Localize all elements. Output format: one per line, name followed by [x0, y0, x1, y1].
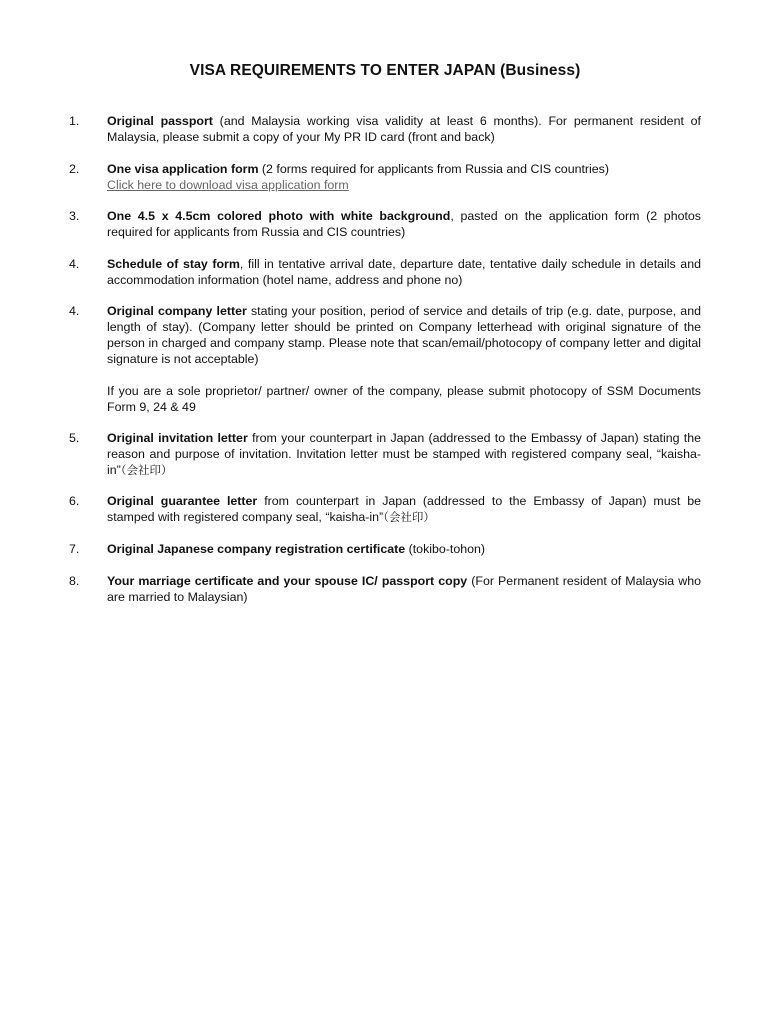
item-heading: Your marriage certificate and your spouse IC/ passport copy — [107, 574, 468, 588]
item-body — [107, 541, 701, 557]
item-heading: Original Japanese company registration certificate — [107, 542, 406, 556]
item-text: , fill in tentative arrival date, departure date, tentative daily schedule in details and accommodation information (hotel name, address and phone no) — [107, 257, 701, 287]
item-number: 3. — [69, 209, 80, 223]
item-number: 5. — [69, 431, 80, 445]
item-text: stating your position, period of service and details of trip (e.g. date, purpose, and length of stay). (Company letter should be printed on Company letterhead with original signature of the person in charged and company stamp. Please note that scan/email/photocopy of company letter and digital signature is not acceptable) — [107, 304, 701, 366]
item-text: (and Malaysia working visa validity at least 6 months). For permanent resident of Malaysia, please submit a copy of your My PR ID card (front and back) — [107, 114, 701, 144]
item-number: 4. — [69, 257, 80, 271]
item-body — [107, 573, 701, 605]
item-number: 7. — [69, 542, 80, 556]
item-heading: Original guarantee letter — [107, 494, 258, 508]
item-heading: One 4.5 x 4.5cm colored photo with white background — [107, 209, 451, 223]
item-heading: Original passport — [107, 114, 213, 128]
item-body — [107, 303, 701, 415]
item-number: 6. — [69, 494, 80, 508]
item-text: from your counterpart in Japan (addressed to the Embassy of Japan) stating the reason and purpose of invitation. Invitation letter must be stamped with registered company seal, “kaisha-in” — [107, 431, 701, 477]
item-body — [107, 208, 701, 240]
download-form-link[interactable]: Click here to download visa application form — [107, 178, 349, 192]
item-heading: Schedule of stay form — [107, 257, 240, 271]
item-body — [107, 493, 701, 525]
item-text: , pasted on the application form (2 photos required for applicants from Russia and CIS countries) — [107, 209, 702, 239]
item-body — [107, 113, 701, 145]
item-text: (2 forms required for applicants from Russia and CIS countries) — [258, 162, 610, 176]
item-heading: Original company letter — [107, 304, 247, 318]
item-number: 8. — [69, 574, 80, 588]
item-text: (For Permanent resident of Malaysia who are married to Malaysian) — [107, 574, 702, 604]
item-number: 4. — [69, 304, 80, 318]
item-body — [107, 161, 701, 193]
page-title: VISA REQUIREMENTS TO ENTER JAPAN (Business) — [189, 62, 581, 79]
item-text: from counterpart in Japan (addressed to the Embassy of Japan) must be stamped with registered company seal, “kaisha-in” — [107, 494, 702, 524]
item-body — [107, 256, 701, 288]
item-number: 1. — [69, 114, 80, 128]
item-heading: One visa application form — [107, 162, 259, 176]
item-extra-text: If you are a sole proprietor/ partner/ owner of the company, please submit photocopy of SSM Documents Form 9, 24 & 49 — [107, 384, 701, 414]
japanese-seal-text: （会社印） — [383, 510, 435, 524]
item-text: (tokibo-tohon) — [405, 542, 486, 556]
item-number: 2. — [69, 162, 80, 176]
item-body — [107, 430, 701, 478]
japanese-seal-text: （会社印） — [120, 463, 173, 477]
item-heading: Original invitation letter — [107, 431, 248, 445]
